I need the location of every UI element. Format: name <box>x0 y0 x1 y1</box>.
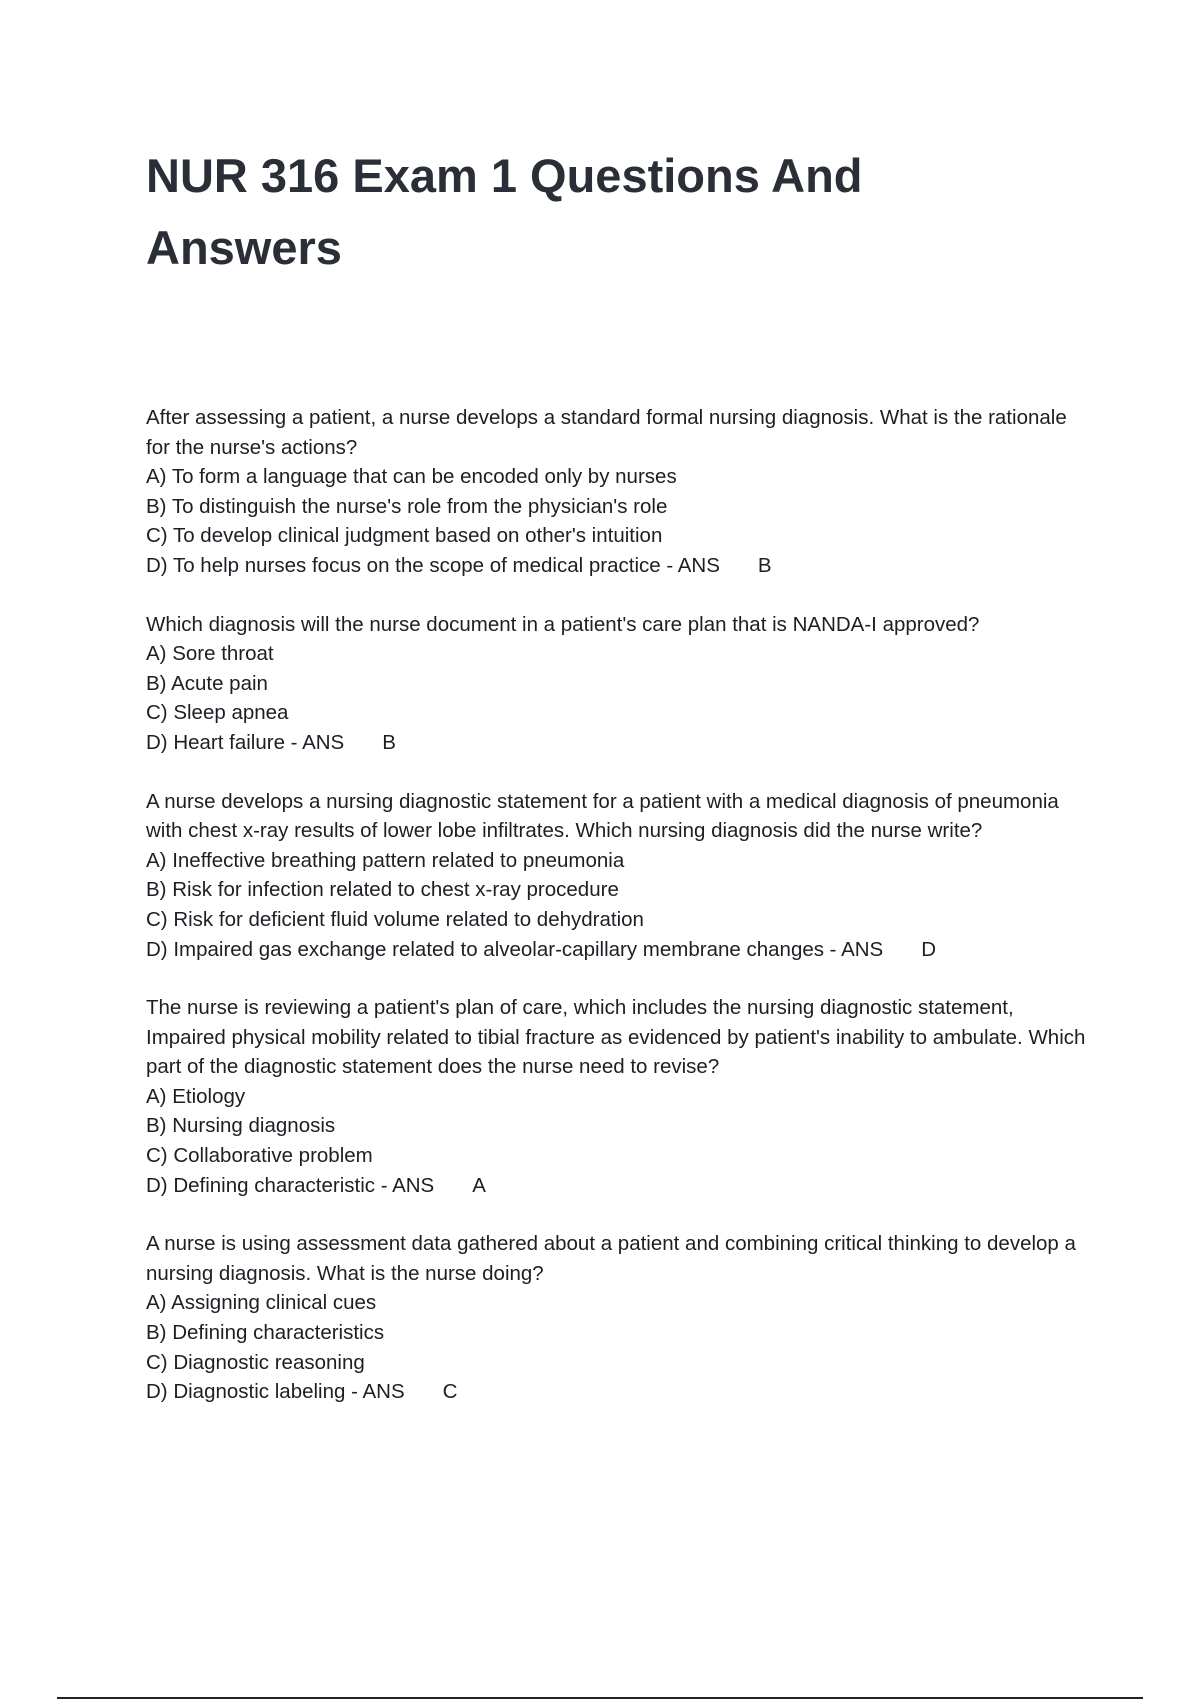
page-bottom-divider <box>57 1697 1143 1699</box>
answer-option: C) To develop clinical judgment based on other's intuition <box>146 524 663 548</box>
answer-option: A) Sore throat <box>146 642 274 666</box>
answer-option: D) Defining characteristic - ANS <box>146 1173 435 1197</box>
answer-key: D <box>921 937 937 961</box>
answer-key: B <box>757 553 772 577</box>
answer-key: A <box>472 1173 486 1197</box>
answer-option: A) To form a language that can be encoded only by nurses <box>146 465 677 489</box>
answer-option: C) Diagnostic reasoning <box>146 1350 365 1374</box>
question-stem: Which diagnosis will the nurse document in a patient's care plan that is NANDA-I approved? <box>146 612 980 636</box>
answer-option: B) Nursing diagnosis <box>146 1114 336 1138</box>
answer-option: A) Assigning clinical cues <box>146 1291 377 1315</box>
question-block <box>146 993 1096 1200</box>
answer-option-with-key <box>146 935 1096 965</box>
answer-option-with-key <box>146 728 1096 758</box>
answer-option: C) Sleep apnea <box>146 701 289 725</box>
answer-key: B <box>382 730 396 754</box>
answer-option: D) To help nurses focus on the scope of medical practice - ANS <box>146 553 720 577</box>
question-stem: A nurse is using assessment data gathered about a patient and combining critical thinking to develop a nursing diagnosis. What is the nurse doing? <box>146 1232 1076 1285</box>
answer-option: B) Defining characteristics <box>146 1321 385 1345</box>
answer-option: A) Ineffective breathing pattern related to pneumonia <box>146 848 625 872</box>
question-block <box>146 1229 1096 1407</box>
question-list <box>146 403 1096 1436</box>
answer-option: B) To distinguish the nurse's role from the physician's role <box>146 494 668 518</box>
question-block <box>146 403 1096 581</box>
answer-option: C) Risk for deficient fluid volume related to dehydration <box>146 907 644 931</box>
page-title: NUR 316 Exam 1 Questions And Answers <box>146 149 863 274</box>
answer-option: A) Etiology <box>146 1084 246 1108</box>
question-stem: After assessing a patient, a nurse develops a standard formal nursing diagnosis. What is the rationale for the nurse's actions? <box>146 406 1067 459</box>
answer-option: D) Diagnostic labeling - ANS <box>146 1380 405 1404</box>
question-block <box>146 610 1096 758</box>
answer-option-with-key <box>146 1171 1096 1201</box>
answer-key: C <box>442 1380 458 1404</box>
question-block <box>146 787 1096 965</box>
answer-option: D) Heart failure - ANS <box>146 730 345 754</box>
answer-option-with-key <box>146 551 1096 581</box>
answer-option: D) Impaired gas exchange related to alveolar-capillary membrane changes - ANS <box>146 937 884 961</box>
answer-option-with-key <box>146 1377 1096 1407</box>
question-stem: The nurse is reviewing a patient's plan of care, which includes the nursing diagnostic statement, Impaired physical mobility related to tibial fracture as evidenced by patient's inability to ambulate. Which part of the diagnostic statement does the nurse need to revise? <box>146 996 1086 1079</box>
answer-option: B) Acute pain <box>146 671 268 695</box>
answer-option: B) Risk for infection related to chest x-ray procedure <box>146 878 619 902</box>
answer-option: C) Collaborative problem <box>146 1144 373 1168</box>
question-stem: A nurse develops a nursing diagnostic statement for a patient with a medical diagnosis of pneumonia with chest x-ray results of lower lobe infiltrates. Which nursing diagnosis did the nurse write? <box>146 789 1059 843</box>
